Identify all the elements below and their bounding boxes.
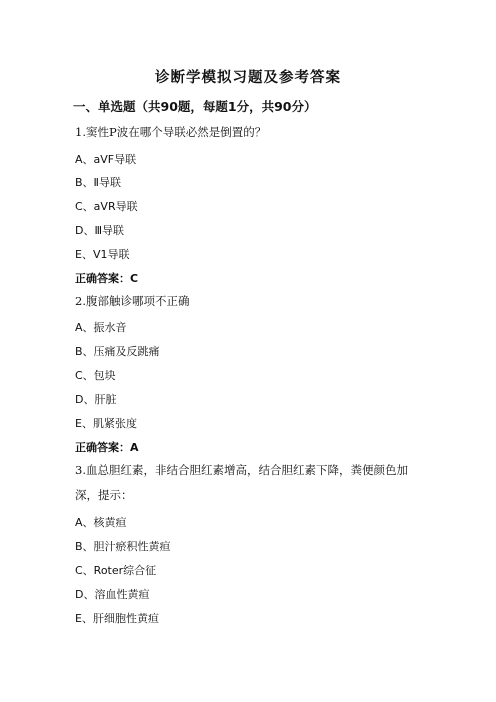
question-1-option-a: A、aVF导联 <box>75 153 137 166</box>
section-heading: 一、单选题（共90题，每题1分，共90分） <box>73 99 317 114</box>
document-title: 诊断学模拟习题及参考答案 <box>155 69 341 86</box>
question-3-option-a: A、核黄疸 <box>75 516 127 529</box>
question-3-option-d: D、溶血性黄疸 <box>75 588 150 601</box>
question-3-stem-line-2: 深，提示： <box>75 488 133 502</box>
question-3-option-b: B、胆汁瘀积性黄疸 <box>75 540 171 553</box>
question-2-option-d: D、肝脏 <box>75 393 117 406</box>
question-2-option-a: A、振水音 <box>75 321 127 334</box>
question-2-stem: 2.腹部触诊哪项不正确 <box>75 294 190 308</box>
question-1-option-b: B、Ⅱ导联 <box>75 176 121 189</box>
question-2-option-b: B、压痛及反跳痛 <box>75 345 160 358</box>
question-1-stem: 1.窦性P波在哪个导联必然是倒置的？ <box>75 125 267 139</box>
question-1-option-d: D、Ⅲ导联 <box>75 224 125 237</box>
question-3-option-c: C、Roter综合征 <box>75 564 157 577</box>
question-2-option-c: C、包块 <box>75 369 116 382</box>
question-3-stem-line-1: 3.血总胆红素，非结合胆红素增高，结合胆红素下降，粪便颜色加 <box>75 463 408 477</box>
question-1-option-e: E、V1导联 <box>75 248 130 261</box>
question-1-option-c: C、aVR导联 <box>75 200 138 213</box>
question-1-answer: 正确答案：C <box>75 272 139 285</box>
question-2-answer: 正确答案：A <box>75 441 139 454</box>
question-2-option-e: E、肌紧张度 <box>75 417 137 430</box>
question-3-option-e: E、肝细胞性黄疸 <box>75 612 159 625</box>
